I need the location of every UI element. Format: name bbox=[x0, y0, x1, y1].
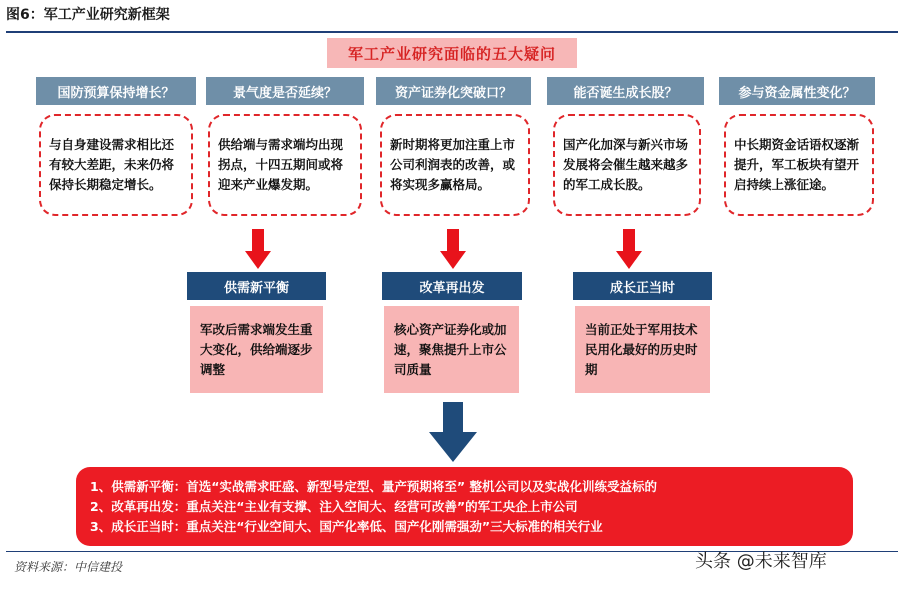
pillar-head-2: 改革再出发 bbox=[382, 272, 522, 300]
down-arrow-icon bbox=[245, 229, 271, 269]
conclusion-line-3: 3、成长正当时：重点关注“行业空间大、国产化率低、国产化刚需强劲”三大标准的相关行业 bbox=[90, 519, 603, 534]
question-box-1 bbox=[39, 114, 193, 216]
question-head-4: 能否诞生成长股？ bbox=[547, 77, 704, 105]
question-text-3: 新时期将更加注重上市公司利润表的改善，或将实现多赢格局。 bbox=[390, 137, 516, 192]
question-box-4 bbox=[553, 114, 701, 216]
down-arrow-icon bbox=[616, 229, 642, 269]
question-text-4: 国产化加深与新兴市场发展将会催生越来越多的军工成长股。 bbox=[563, 137, 689, 192]
pillar-text-1: 军改后需求端发生重大变化，供给端逐步调整 bbox=[200, 321, 313, 377]
pillar-text-2: 核心资产证券化或加速，聚焦提升上市公司质量 bbox=[394, 321, 507, 377]
conclusion-line-1: 1、供需新平衡：首选“实战需求旺盛、新型号定型、量产预期将至” 整机公司以及实战化训练受益标的 bbox=[90, 479, 657, 494]
question-text-5: 中长期资金话语权逐渐提升，军工板块有望开启持续上涨征途。 bbox=[734, 137, 860, 192]
question-head-1: 国防预算保持增长？ bbox=[36, 77, 196, 105]
big-down-arrow-icon bbox=[429, 402, 477, 462]
question-text-1: 与自身建设需求相比还有较大差距，未来仍将保持长期稳定增长。 bbox=[49, 137, 175, 192]
framework-banner: 军工产业研究面临的五大疑问 bbox=[327, 38, 577, 68]
question-text-2: 供给端与需求端均出现拐点，十四五期间或将迎来产业爆发期。 bbox=[218, 137, 344, 192]
question-head-5: 参与资金属性变化？ bbox=[719, 77, 875, 105]
down-arrow-icon bbox=[440, 229, 466, 269]
question-box-2 bbox=[208, 114, 362, 216]
question-head-3: 资产证券化突破口？ bbox=[376, 77, 531, 105]
pillar-box-1 bbox=[190, 306, 323, 393]
conclusion-line-2: 2、改革再出发：重点关注“主业有支撑、注入空间大、经营可改善”的军工央企上市公司 bbox=[90, 499, 578, 514]
conclusion-box bbox=[76, 467, 853, 546]
question-box-3 bbox=[380, 114, 530, 216]
top-divider bbox=[6, 31, 898, 33]
pillar-box-3 bbox=[575, 306, 710, 393]
watermark: 头条 @未来智库 bbox=[695, 551, 827, 572]
question-head-2: 景气度是否延续？ bbox=[206, 77, 364, 105]
source-note: 资料来源：中信建投 bbox=[14, 560, 123, 574]
pillar-head-1: 供需新平衡 bbox=[187, 272, 326, 300]
question-box-5 bbox=[724, 114, 874, 216]
figure-title: 图6：军工产业研究新框架 bbox=[6, 7, 170, 23]
pillar-text-3: 当前正处于军用技术民用化最好的历史时期 bbox=[585, 321, 698, 377]
pillar-box-2 bbox=[384, 306, 519, 393]
pillar-head-3: 成长正当时 bbox=[573, 272, 712, 300]
